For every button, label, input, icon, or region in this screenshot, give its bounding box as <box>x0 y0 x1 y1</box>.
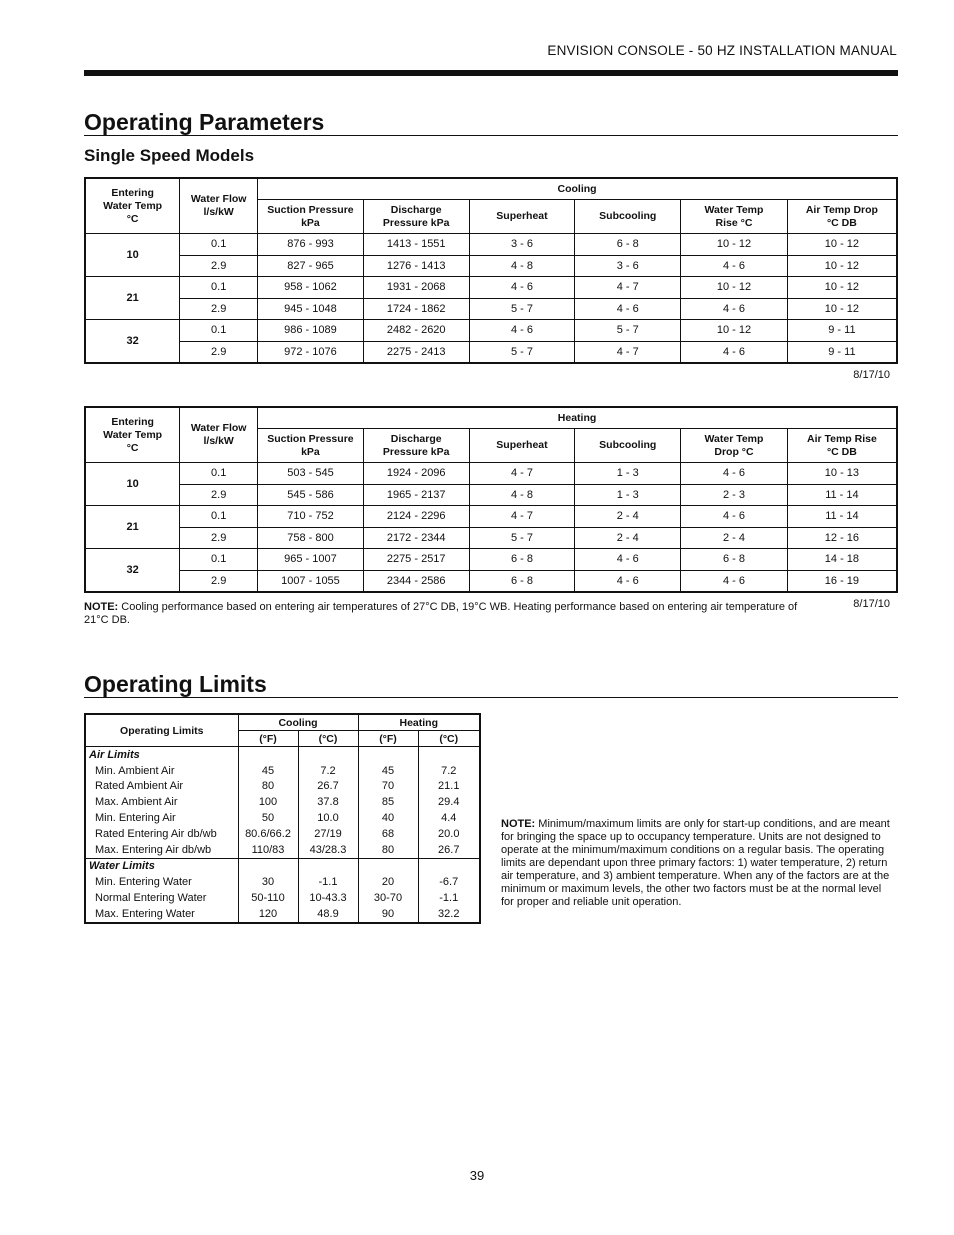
value-cell: 50 <box>238 810 298 826</box>
column-header-water-flow <box>180 407 258 463</box>
value-cell: 110/83 <box>238 842 298 858</box>
header-line: Air Temp Drop <box>805 203 878 216</box>
limit-label: Max. Ambient Air <box>95 796 178 809</box>
table-row <box>85 810 480 826</box>
table-row <box>85 277 897 299</box>
group-header-heating: Heating <box>358 714 480 731</box>
value-cell: 2124 - 2296 <box>363 506 469 528</box>
value-cell: 4 - 6 <box>575 570 681 592</box>
header-line: °C DB <box>826 216 857 229</box>
entering-water-temp-cell: 10 <box>85 463 180 506</box>
header-line: Pressure kPa <box>382 216 450 229</box>
value-cell: 5 - 7 <box>575 320 681 342</box>
value-cell: 120 <box>238 906 298 923</box>
value-cell: 1931 - 2068 <box>363 277 469 299</box>
header-line: °C <box>126 441 139 454</box>
limit-label: Max. Entering Air db/wb <box>95 843 212 856</box>
group-header-heating: Heating <box>258 407 897 429</box>
value-cell: 945 - 1048 <box>258 298 364 320</box>
value-cell: 1 - 3 <box>575 463 681 485</box>
value-cell: 6 - 8 <box>469 570 575 592</box>
table-row <box>85 763 480 779</box>
value-cell: 10 - 12 <box>787 234 897 256</box>
value-cell: 30 <box>238 874 298 890</box>
header-line: Subcooling <box>599 210 657 222</box>
table-row <box>85 826 480 842</box>
value-cell: 2 - 4 <box>681 527 788 549</box>
header-rule <box>84 70 898 76</box>
page-number: 39 <box>469 1168 485 1183</box>
header-line: kPa <box>301 216 320 229</box>
value-cell: 30-70 <box>358 890 418 906</box>
value-cell: 70 <box>358 779 418 795</box>
table-row <box>85 506 897 528</box>
value-cell: 10 - 12 <box>787 298 897 320</box>
header-line: Pressure kPa <box>382 445 450 458</box>
value-cell: 45 <box>238 763 298 779</box>
value-cell: 29.4 <box>418 794 480 810</box>
column-header <box>575 429 681 463</box>
table-row <box>85 463 897 485</box>
value-cell: 11 - 14 <box>787 506 897 528</box>
header-line: Water Temp <box>704 203 764 216</box>
empty-cell <box>418 858 480 874</box>
value-cell: 80 <box>358 842 418 858</box>
value-cell: 10 - 12 <box>787 277 897 299</box>
entering-water-temp-cell: 32 <box>85 549 180 593</box>
value-cell: 68 <box>358 826 418 842</box>
header-line: l/s/kW <box>203 435 234 447</box>
value-cell: 7.2 <box>298 763 358 779</box>
column-header <box>469 200 575 234</box>
value-cell: 1276 - 1413 <box>363 255 469 277</box>
value-cell: 43/28.3 <box>298 842 358 858</box>
value-cell: 4 - 6 <box>469 277 575 299</box>
value-cell: 827 - 965 <box>258 255 364 277</box>
table-row <box>85 779 480 795</box>
table-row <box>85 255 897 277</box>
value-cell: 1413 - 1551 <box>363 234 469 256</box>
column-header <box>681 200 788 234</box>
unit-header: (°C) <box>418 731 480 747</box>
limit-label: Rated Entering Air db/wb <box>95 827 217 840</box>
limit-label: Min. Entering Air <box>95 812 176 825</box>
value-cell: 10 - 12 <box>681 320 788 342</box>
header-line: °C <box>126 212 139 225</box>
value-cell: 5 - 7 <box>469 527 575 549</box>
value-cell: 32.2 <box>418 906 480 923</box>
column-header <box>258 429 364 463</box>
value-cell: -1.1 <box>418 890 480 906</box>
value-cell: 10 - 13 <box>787 463 897 485</box>
value-cell: 10 - 12 <box>787 255 897 277</box>
section-rule <box>84 697 898 698</box>
table-row <box>85 842 480 858</box>
header-line: Air Temp Rise <box>806 432 877 445</box>
section-title-operating-limits: Operating Limits <box>84 671 267 697</box>
value-cell: 1724 - 1862 <box>363 298 469 320</box>
value-cell: 4 - 6 <box>575 298 681 320</box>
unit-header: (°F) <box>238 731 298 747</box>
value-cell: 2482 - 2620 <box>363 320 469 342</box>
table-date: 8/17/10 <box>853 369 890 381</box>
column-header <box>258 200 364 234</box>
group-header-cooling: Cooling <box>238 714 358 731</box>
value-cell: 6 - 8 <box>469 549 575 571</box>
column-header <box>787 429 897 463</box>
value-cell: 1 - 3 <box>575 484 681 506</box>
section-label: Air Limits <box>85 747 238 763</box>
value-cell: 6 - 8 <box>681 549 788 571</box>
header-line: l/s/kW <box>203 206 234 218</box>
value-cell: 6 - 8 <box>575 234 681 256</box>
value-cell: 48.9 <box>298 906 358 923</box>
value-cell: 965 - 1007 <box>258 549 364 571</box>
column-header-entering-water-temp <box>85 178 180 234</box>
header-line: °C DB <box>826 445 857 458</box>
value-cell: 2172 - 2344 <box>363 527 469 549</box>
value-cell: 4 - 6 <box>469 320 575 342</box>
value-cell: 4 - 6 <box>681 255 788 277</box>
subsection-title: Single Speed Models <box>84 146 255 165</box>
header-line: Suction Pressure <box>267 432 354 445</box>
value-cell: 2275 - 2413 <box>363 341 469 363</box>
entering-water-temp-cell: 21 <box>85 277 180 320</box>
value-cell: 40 <box>358 810 418 826</box>
limit-label: Max. Entering Water <box>95 907 195 920</box>
value-cell: 10 - 12 <box>681 234 788 256</box>
table-row <box>85 320 897 342</box>
operating-limits-table <box>84 713 481 924</box>
column-header-water-flow <box>180 178 258 234</box>
value-cell: 4 - 6 <box>681 570 788 592</box>
value-cell: 2275 - 2517 <box>363 549 469 571</box>
header-line: Water Temp <box>704 432 764 445</box>
table-row <box>85 794 480 810</box>
water-flow-cell: 0.1 <box>180 549 258 571</box>
value-cell: 37.8 <box>298 794 358 810</box>
value-cell: 14 - 18 <box>787 549 897 571</box>
header-line: Subcooling <box>599 439 657 451</box>
value-cell: 100 <box>238 794 298 810</box>
header-line: Suction Pressure <box>267 203 354 216</box>
value-cell: 758 - 800 <box>258 527 364 549</box>
column-header <box>469 429 575 463</box>
entering-water-temp-cell: 21 <box>85 506 180 549</box>
value-cell: 2 - 3 <box>681 484 788 506</box>
empty-cell <box>238 747 298 763</box>
note-label: NOTE: <box>501 818 536 830</box>
value-cell: 4 - 6 <box>575 549 681 571</box>
value-cell: 1924 - 2096 <box>363 463 469 485</box>
value-cell: 2344 - 2586 <box>363 570 469 592</box>
water-flow-cell: 0.1 <box>180 463 258 485</box>
value-cell: 4 - 8 <box>469 484 575 506</box>
header-line: Water Temp <box>103 428 163 441</box>
note-text: Minimum/maximum limits are only for start-up conditions, and are meant for bringing the space up to occupancy temperature. Units are not designed to operate at the minimum/maximum conditions on a regular basis. The operating limits are dependant upon three primary factors: 1) water temperature, 2) return air temperature, and 3) ambient temperature. When any of the factors are at the minimum or maximum levels, the other two factors must be at the normal level for proper and reliable unit operation. <box>501 818 890 908</box>
limit-label: Normal Entering Water <box>95 892 207 905</box>
table-row <box>85 527 897 549</box>
water-flow-cell: 0.1 <box>180 506 258 528</box>
entering-water-temp-cell: 32 <box>85 320 180 364</box>
column-header-operating-limits: Operating Limits <box>85 714 238 747</box>
column-header <box>363 200 469 234</box>
performance-note <box>84 601 804 627</box>
value-cell: 16 - 19 <box>787 570 897 592</box>
value-cell: 4 - 7 <box>575 277 681 299</box>
header-line: Entering <box>111 186 154 199</box>
section-title-operating-parameters: Operating Parameters <box>84 109 325 135</box>
limits-note <box>501 818 893 909</box>
group-header-cooling: Cooling <box>258 178 897 200</box>
value-cell: 50-110 <box>238 890 298 906</box>
header-line: kPa <box>301 445 320 458</box>
value-cell: -6.7 <box>418 874 480 890</box>
value-cell: 3 - 6 <box>469 234 575 256</box>
value-cell: 11 - 14 <box>787 484 897 506</box>
table-row <box>85 906 480 923</box>
value-cell: 20 <box>358 874 418 890</box>
value-cell: 26.7 <box>418 842 480 858</box>
value-cell: 9 - 11 <box>787 341 897 363</box>
empty-cell <box>298 858 358 874</box>
value-cell: 4 - 8 <box>469 255 575 277</box>
column-header <box>575 200 681 234</box>
water-flow-cell: 2.9 <box>180 570 258 592</box>
water-flow-cell: 2.9 <box>180 341 258 363</box>
limit-label: Min. Entering Water <box>95 876 192 889</box>
empty-cell <box>358 858 418 874</box>
header-line: Superheat <box>496 439 548 451</box>
value-cell: 10 - 12 <box>681 277 788 299</box>
value-cell: 21.1 <box>418 779 480 795</box>
value-cell: 20.0 <box>418 826 480 842</box>
value-cell: 27/19 <box>298 826 358 842</box>
empty-cell <box>358 747 418 763</box>
value-cell: 1007 - 1055 <box>258 570 364 592</box>
header-line: Drop °C <box>714 445 754 458</box>
table-row <box>85 234 897 256</box>
value-cell: 986 - 1089 <box>258 320 364 342</box>
table-row <box>85 341 897 363</box>
header-line: Rise °C <box>715 216 753 229</box>
value-cell: 4 - 7 <box>469 506 575 528</box>
note-text: Cooling performance based on entering air temperatures of 27°C DB, 19°C WB. Heating performance based on entering air temperature of 21°C DB. <box>84 601 798 626</box>
value-cell: 80.6/66.2 <box>238 826 298 842</box>
value-cell: 958 - 1062 <box>258 277 364 299</box>
value-cell: 972 - 1076 <box>258 341 364 363</box>
header-line: Discharge <box>390 203 442 216</box>
value-cell: 9 - 11 <box>787 320 897 342</box>
section-rule <box>84 135 898 136</box>
limit-label: Rated Ambient Air <box>95 780 184 793</box>
column-header-entering-water-temp <box>85 407 180 463</box>
water-flow-cell: 2.9 <box>180 527 258 549</box>
header-line: Water Flow <box>190 422 247 434</box>
value-cell: 12 - 16 <box>787 527 897 549</box>
empty-cell <box>238 858 298 874</box>
table-row <box>85 484 897 506</box>
value-cell: 4 - 7 <box>469 463 575 485</box>
value-cell: -1.1 <box>298 874 358 890</box>
table-row <box>85 298 897 320</box>
header-line: Water Flow <box>190 193 247 205</box>
value-cell: 3 - 6 <box>575 255 681 277</box>
unit-header: (°F) <box>358 731 418 747</box>
value-cell: 503 - 545 <box>258 463 364 485</box>
value-cell: 5 - 7 <box>469 341 575 363</box>
header-line: Superheat <box>496 210 548 222</box>
value-cell: 4 - 6 <box>681 506 788 528</box>
column-header <box>787 200 897 234</box>
water-flow-cell: 2.9 <box>180 298 258 320</box>
value-cell: 45 <box>358 763 418 779</box>
value-cell: 10.0 <box>298 810 358 826</box>
empty-cell <box>298 747 358 763</box>
water-flow-cell: 2.9 <box>180 255 258 277</box>
value-cell: 90 <box>358 906 418 923</box>
value-cell: 4.4 <box>418 810 480 826</box>
table-row <box>85 890 480 906</box>
value-cell: 10-43.3 <box>298 890 358 906</box>
header-line: Water Temp <box>103 199 163 212</box>
value-cell: 85 <box>358 794 418 810</box>
water-flow-cell: 0.1 <box>180 277 258 299</box>
column-header <box>681 429 788 463</box>
entering-water-temp-cell: 10 <box>85 234 180 277</box>
document-header: ENVISION CONSOLE - 50 HZ INSTALLATION MANUAL <box>547 43 897 58</box>
value-cell: 4 - 7 <box>575 341 681 363</box>
table-row <box>85 549 897 571</box>
value-cell: 4 - 6 <box>681 298 788 320</box>
value-cell: 545 - 586 <box>258 484 364 506</box>
water-flow-cell: 0.1 <box>180 234 258 256</box>
value-cell: 7.2 <box>418 763 480 779</box>
limit-label: Min. Ambient Air <box>95 764 175 777</box>
column-header <box>363 429 469 463</box>
note-label: NOTE: <box>84 601 119 613</box>
table-date: 8/17/10 <box>853 598 890 610</box>
water-flow-cell: 0.1 <box>180 320 258 342</box>
table-row <box>85 570 897 592</box>
value-cell: 80 <box>238 779 298 795</box>
value-cell: 876 - 993 <box>258 234 364 256</box>
value-cell: 4 - 6 <box>681 341 788 363</box>
water-flow-cell: 2.9 <box>180 484 258 506</box>
value-cell: 4 - 6 <box>681 463 788 485</box>
value-cell: 710 - 752 <box>258 506 364 528</box>
heating-parameters-table <box>84 406 898 593</box>
value-cell: 2 - 4 <box>575 506 681 528</box>
unit-header: (°C) <box>298 731 358 747</box>
cooling-parameters-table <box>84 177 898 364</box>
value-cell: 1965 - 2137 <box>363 484 469 506</box>
table-row <box>85 874 480 890</box>
header-line: Entering <box>111 415 154 428</box>
header-line: Discharge <box>390 432 442 445</box>
value-cell: 26.7 <box>298 779 358 795</box>
value-cell: 5 - 7 <box>469 298 575 320</box>
value-cell: 2 - 4 <box>575 527 681 549</box>
empty-cell <box>418 747 480 763</box>
section-label: Water Limits <box>85 858 238 874</box>
